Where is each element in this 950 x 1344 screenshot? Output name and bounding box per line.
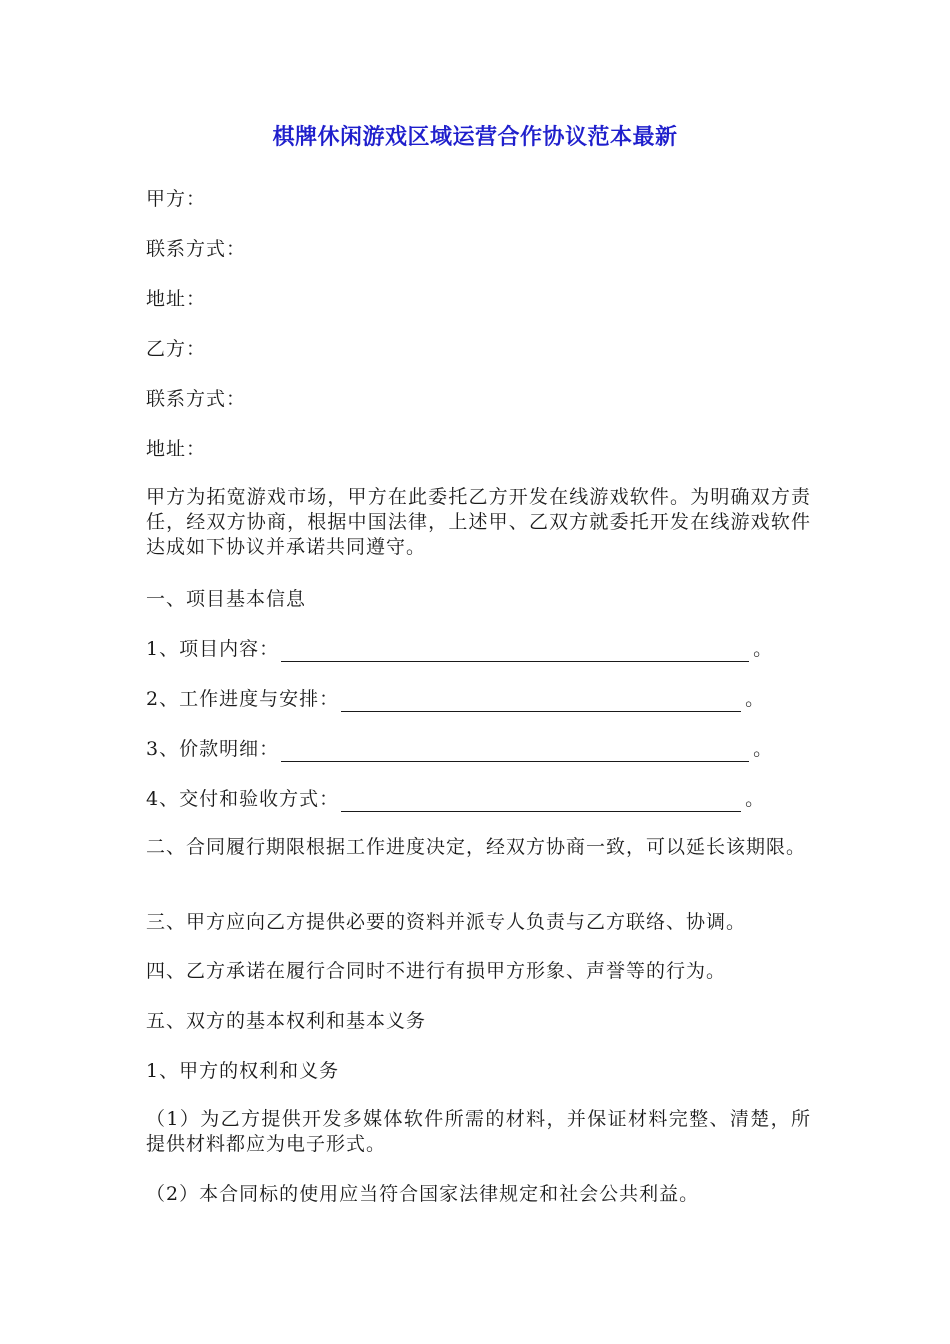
section3-paragraph: 三、甲方应向乙方提供必要的资料并派专人负责与乙方联络、协调。	[146, 911, 747, 933]
section5-heading: 五、双方的基本权利和基本义务	[146, 1010, 427, 1032]
fill-in-blank	[341, 693, 741, 712]
section5-sub1: 1、甲方的权利和义务	[146, 1060, 340, 1082]
fill-in-blank	[341, 793, 741, 812]
field-label: 3、价款明细：	[146, 738, 280, 760]
fill-in-blank	[281, 743, 749, 762]
section5-item-2: （2）本合同标的使用应当符合国家法律规定和社会公共利益。	[146, 1183, 700, 1205]
field-end: 。	[745, 788, 766, 810]
field-project-content	[146, 636, 811, 662]
field-price-details	[146, 736, 811, 762]
field-end: 。	[753, 738, 774, 760]
section2-paragraph: 二、合同履行期限根据工作进度决定，经双方协商一致，可以延长该期限。	[146, 836, 807, 858]
field-delivery	[146, 786, 811, 812]
party-b-address: 地址：	[146, 438, 207, 460]
section4-paragraph: 四、乙方承诺在履行合同时不进行有损甲方形象、声誉等的行为。	[146, 960, 727, 982]
section5-item-1: （1）为乙方提供开发多媒体软件所需的材料，并保证材料完整、清楚，所提供材料都应为电子形式。	[146, 1108, 811, 1155]
party-b-label: 乙方：	[146, 338, 207, 360]
fill-in-blank	[281, 643, 749, 662]
party-a-address: 地址：	[146, 288, 207, 310]
field-end: 。	[753, 638, 774, 660]
field-label: 2、工作进度与安排：	[146, 688, 340, 710]
field-label: 4、交付和验收方式：	[146, 788, 340, 810]
party-a-contact: 联系方式：	[146, 238, 247, 260]
field-end: 。	[745, 688, 766, 710]
party-b-contact: 联系方式：	[146, 388, 247, 410]
field-label: 1、项目内容：	[146, 638, 280, 660]
field-schedule	[146, 686, 811, 712]
intro-paragraph: 甲方为拓宽游戏市场，甲方在此委托乙方开发在线游戏软件。为明确双方责任，经双方协商，根据中国法律，上述甲、乙双方就委托开发在线游戏软件达成如下协议并承诺共同遵守。	[146, 486, 811, 558]
section1-heading: 一、项目基本信息	[146, 588, 307, 610]
document-title: 棋牌休闲游戏区域运营合作协议范本最新	[272, 125, 678, 150]
party-a-label: 甲方：	[146, 188, 207, 210]
